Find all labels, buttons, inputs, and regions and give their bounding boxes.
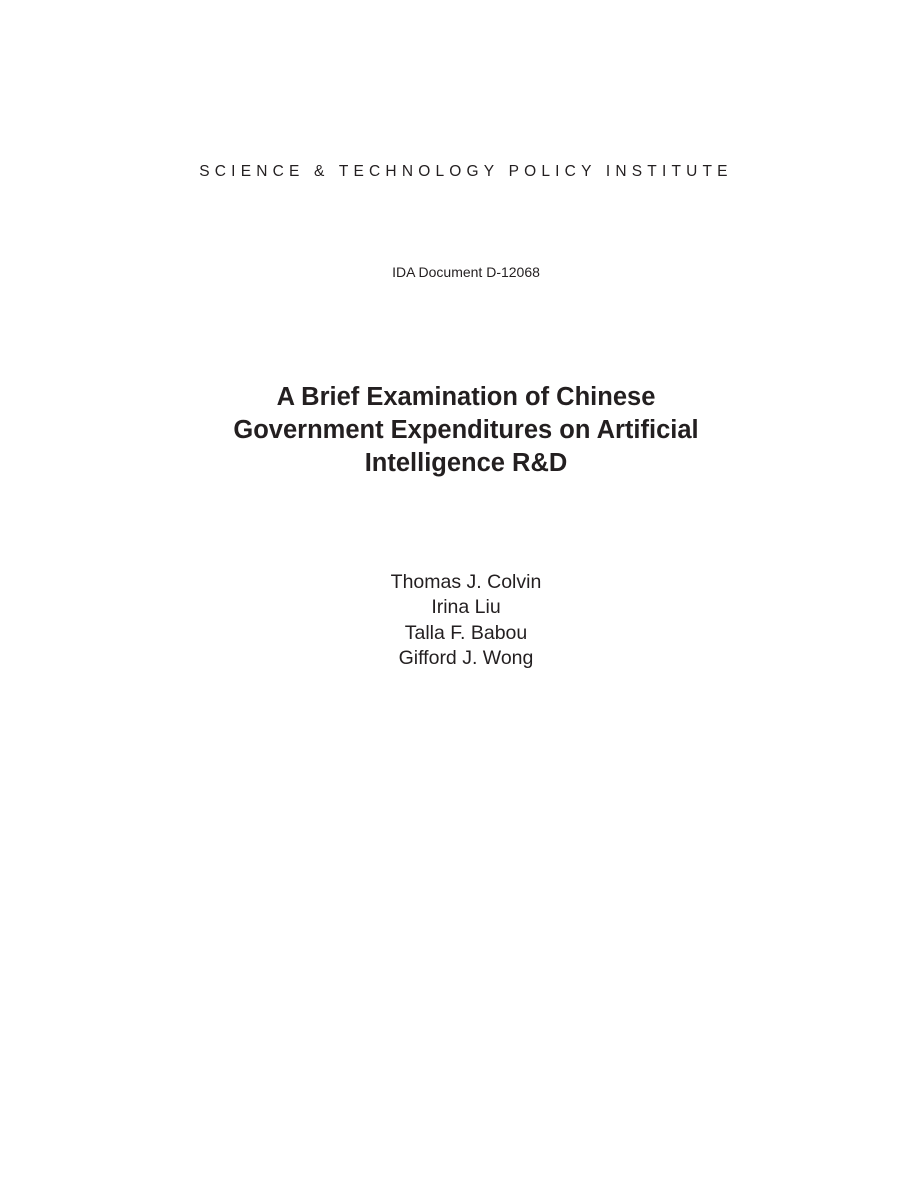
title-line: Government Expenditures on Artificial bbox=[233, 416, 699, 444]
document-number: IDA Document D-12068 bbox=[392, 264, 540, 280]
author-name: Thomas J. Colvin bbox=[390, 571, 542, 593]
title-line: Intelligence R&D bbox=[364, 449, 568, 477]
author-name: Gifford J. Wong bbox=[398, 646, 534, 669]
institute-name: SCIENCE & TECHNOLOGY POLICY INSTITUTE bbox=[199, 163, 733, 180]
title-line: A Brief Examination of Chinese bbox=[276, 383, 656, 411]
author-list bbox=[0, 570, 920, 671]
author-name: Irina Liu bbox=[431, 596, 501, 619]
document-title bbox=[0, 381, 920, 480]
author-name: Talla F. Babou bbox=[404, 621, 528, 644]
